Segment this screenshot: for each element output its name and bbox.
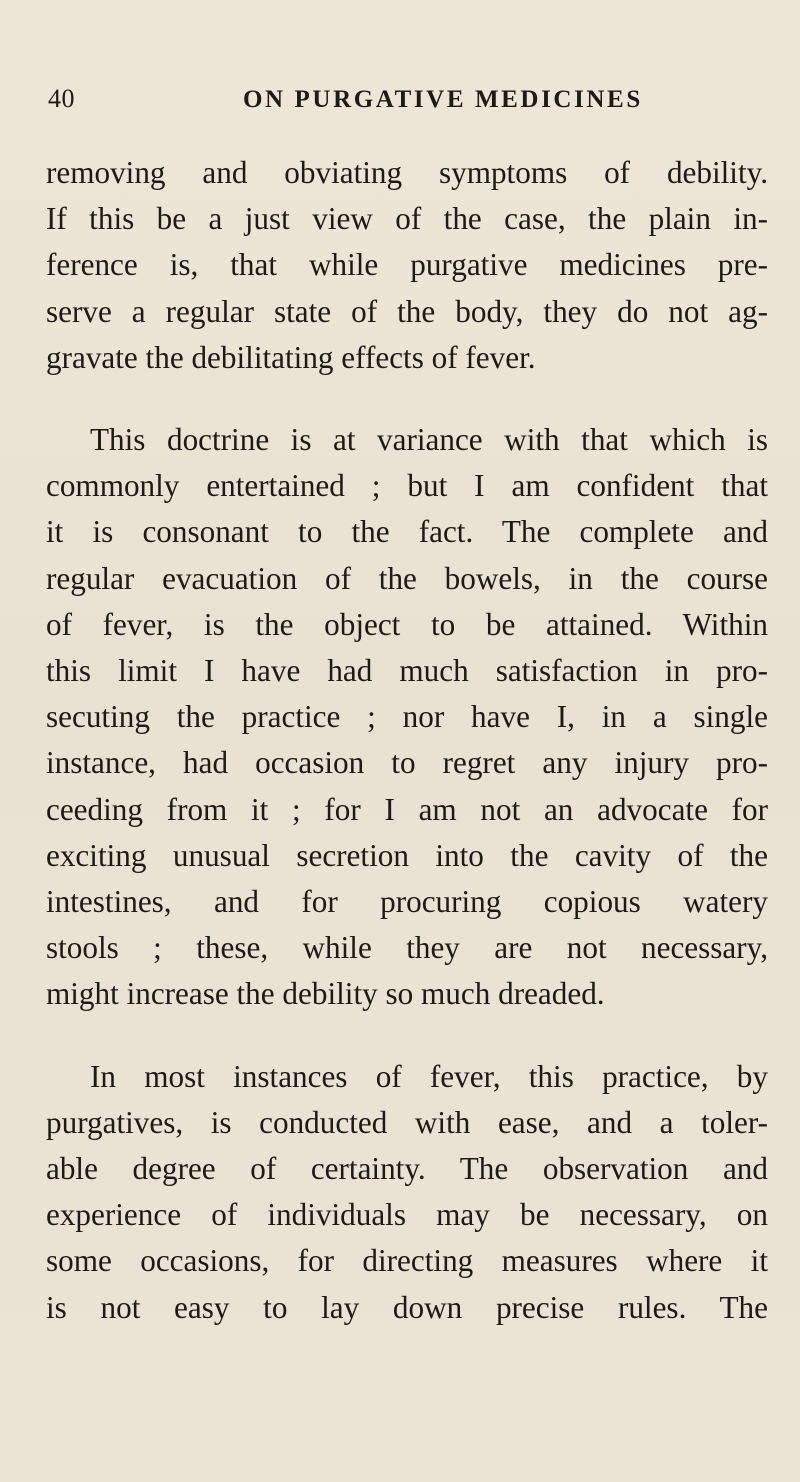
text-line: In most instances of fever, this practice, by xyxy=(90,1058,768,1094)
text-line: gravate the debilitating effects of fever. xyxy=(46,339,536,375)
text-line: secuting the practice ; nor have I, in a single xyxy=(46,699,768,735)
text-line: stools ; these, while they are not necessary, xyxy=(46,930,768,966)
text-line: This doctrine is at variance with that which is xyxy=(90,422,768,458)
text-line: some occasions, for directing measures where it xyxy=(46,1243,768,1279)
running-head xyxy=(48,84,768,124)
text-line: purgatives, is conducted with ease, and a toler- xyxy=(46,1104,768,1140)
text-line: commonly entertained ; but I am confident that xyxy=(46,468,768,504)
text-line: experience of individuals may be necessary, on xyxy=(46,1197,768,1233)
text-line: able degree of certainty. The observation and xyxy=(46,1151,768,1187)
text-line: ceeding from it ; for I am not an advocate for xyxy=(46,791,768,827)
text-line: If this be a just view of the case, the plain in- xyxy=(46,201,768,237)
paragraph-3 xyxy=(46,1054,768,1331)
text-line: this limit I have had much satisfaction in pro- xyxy=(46,653,768,689)
paragraph-spacer xyxy=(46,1018,768,1054)
text-line: removing and obviating symptoms of debility. xyxy=(46,155,768,190)
text-line: intestines, and for procuring copious watery xyxy=(46,884,768,920)
text-line: is not easy to lay down precise rules. The xyxy=(46,1289,768,1325)
text-line: instance, had occasion to regret any injury pro- xyxy=(46,745,768,781)
paragraph-spacer xyxy=(46,381,768,417)
page-number: 40 xyxy=(48,84,75,113)
paragraph-1 xyxy=(46,150,768,381)
text-line: it is consonant to the fact. The complete and xyxy=(46,514,768,550)
page-body xyxy=(46,150,768,1331)
text-line: might increase the debility so much dreaded. xyxy=(46,976,605,1012)
text-line: ference is, that while purgative medicines pre- xyxy=(46,247,768,283)
paragraph-2 xyxy=(46,417,768,1018)
text-line: of fever, is the object to be attained. Within xyxy=(46,606,768,642)
text-line: serve a regular state of the body, they do not ag- xyxy=(46,293,768,329)
running-title: ON PURGATIVE MEDICINES xyxy=(243,86,643,113)
text-line: regular evacuation of the bowels, in the course xyxy=(46,560,768,596)
text-line: exciting unusual secretion into the cavity of the xyxy=(46,837,768,873)
